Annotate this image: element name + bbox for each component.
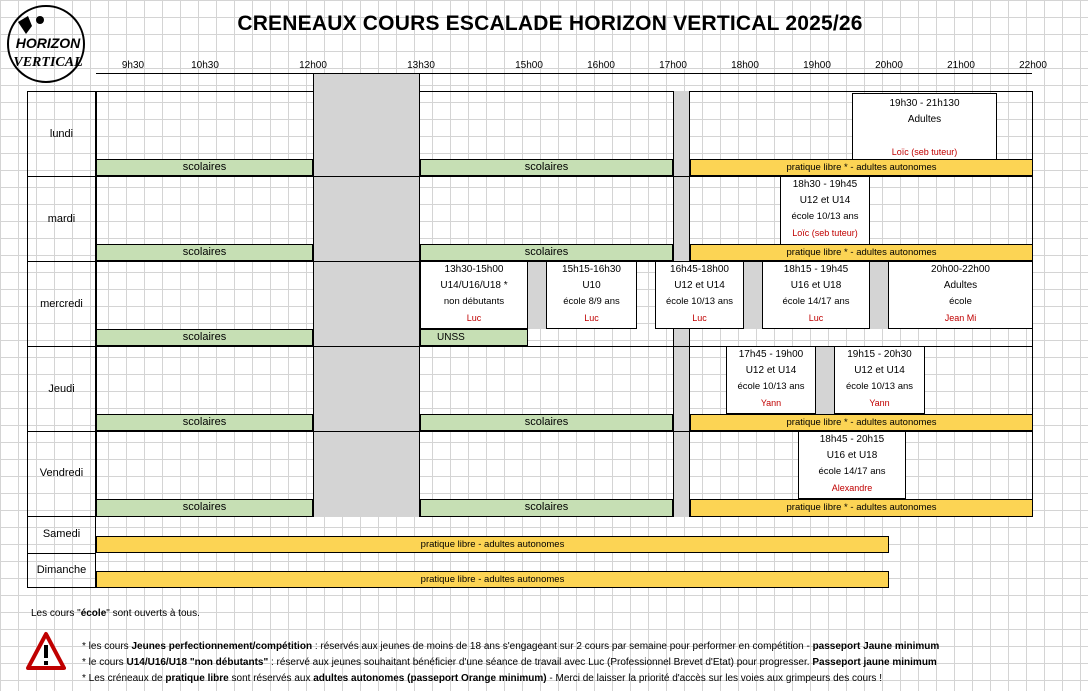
course-group: Adultes (943, 280, 978, 291)
course-time: 20h00-22h00 (931, 264, 990, 275)
pratique-libre-bar: pratique libre * - adultes autonomes (690, 159, 1033, 176)
course-block (655, 262, 744, 329)
course-coach: Luc (466, 313, 482, 323)
course-block (888, 262, 1033, 329)
course-school: école 10/13 ans (791, 211, 859, 222)
break-slot (816, 347, 834, 414)
scolaires-bar: scolaires (96, 329, 313, 346)
course-coach: Luc (692, 313, 707, 323)
course-time: 13h30-15h00 (444, 264, 504, 275)
pratique-libre-bar: pratique libre * - adultes autonomes (690, 244, 1033, 261)
lunch-break (313, 74, 420, 517)
day-label-vendredi: Vendredi (39, 467, 84, 479)
note-competition: * les cours Jeunes perfectionnement/compétition : réservés aux jeunes de moins de 18 ans s'engageant sur 2 cours par semaine pour performer en compétition - passeport Jaune minimum (82, 641, 940, 652)
course-school: école 10/13 ans (737, 381, 805, 392)
day-label-jeudi: Jeudi (48, 383, 75, 395)
day-label-lundi: lundi (49, 128, 74, 140)
course-block (852, 93, 997, 159)
course-coach: Jean Mi (944, 313, 977, 323)
course-time: 17h45 - 19h00 (738, 349, 804, 360)
day-label-dimanche: Dimanche (36, 564, 87, 576)
course-group: Adultes (907, 114, 942, 125)
course-school: école 10/13 ans (665, 296, 734, 307)
break-slot (744, 262, 762, 329)
course-block (834, 347, 925, 414)
row-separator (27, 176, 1033, 177)
note-non-debutants: * le cours U14/U16/U18 "non débutants" : réservé aux jeunes souhaitant bénéficier d'une séance de travail avec Luc (Professionnel Brevet d'Etat) pour progresser. Passeport jaune minimum (82, 657, 937, 668)
course-time: 18h30 - 19h45 (792, 179, 858, 190)
course-block (420, 262, 528, 329)
course-group: U16 et U18 (826, 450, 878, 461)
time-header: 9h30 (121, 60, 145, 71)
day-column (27, 91, 96, 588)
day-label-samedi: Samedi (42, 528, 81, 540)
course-block (798, 432, 906, 499)
time-header: 16h00 (587, 60, 615, 71)
pratique-libre-bar: pratique libre - adultes autonomes (96, 536, 889, 553)
time-header: 19h00 (803, 60, 831, 71)
course-coach: Loïc (seb tuteur) (792, 228, 858, 238)
pratique-libre-bar: pratique libre - adultes autonomes (96, 571, 889, 588)
pratique-libre-bar: pratique libre * - adultes autonomes (690, 499, 1033, 517)
course-school: école 14/17 ans (782, 296, 850, 307)
course-coach: Luc (584, 313, 599, 323)
pratique-libre-bar: pratique libre * - adultes autonomes (690, 414, 1033, 431)
scolaires-bar: scolaires (420, 244, 673, 261)
day-label-mercredi: mercredi (40, 298, 83, 310)
course-time: 18h15 - 19h45 (783, 264, 849, 275)
logo-text-1: HORIZON (15, 35, 81, 51)
scolaires-bar: scolaires (420, 499, 673, 517)
course-group: U12 et U14 (674, 280, 725, 291)
course-group: U14/U16/U18 * (440, 280, 508, 291)
course-school: école (949, 296, 972, 307)
course-coach: Loïc (seb tuteur) (891, 147, 958, 157)
scolaires-bar: scolaires (96, 244, 313, 261)
course-group: U10 (582, 280, 601, 291)
note-pratique-libre: * Les créneaux de pratique libre sont réservés aux adultes autonomes (passeport Orange minimum) - Merci de laisser la priorité d'accès sur les voies aux grimpeurs des cours ! (82, 673, 882, 684)
time-header: 12h00 (299, 60, 327, 71)
course-school: école 8/9 ans (563, 296, 620, 307)
course-time: 19h30 - 21h130 (889, 98, 960, 109)
course-time: 15h15-16h30 (562, 264, 621, 275)
course-school: école 10/13 ans (845, 381, 914, 392)
time-header: 15h00 (515, 60, 543, 71)
scolaires-bar: scolaires (96, 159, 313, 176)
time-header: 18h00 (731, 60, 759, 71)
warning-triangle-icon (26, 630, 66, 676)
course-coach: Luc (808, 313, 824, 323)
course-school: non débutants (443, 296, 505, 307)
scolaires-bar: scolaires (96, 499, 313, 517)
unss-bar: UNSS (420, 329, 528, 346)
time-header: 20h00 (875, 60, 903, 71)
course-block (726, 347, 816, 414)
header-line (96, 73, 1032, 74)
break-slot (870, 262, 888, 329)
row-separator (27, 553, 96, 554)
course-group: U16 et U18 (790, 280, 842, 291)
grid-line (96, 91, 97, 517)
break-slot (528, 262, 546, 329)
scolaires-bar: scolaires (96, 414, 313, 431)
time-header: 21h00 (947, 60, 975, 71)
day-label-mardi: mardi (47, 213, 76, 225)
course-group: U12 et U14 (799, 195, 851, 206)
ecole-note: Les cours "école" sont ouverts à tous. (31, 608, 200, 619)
course-block (780, 177, 870, 244)
horizon-vertical-logo (4, 4, 96, 88)
page-title: CRENEAUX COURS ESCALADE HORIZON VERTICAL 2025/26 (237, 12, 863, 35)
time-header: 13h30 (407, 60, 435, 71)
time-header: 10h30 (191, 60, 219, 71)
course-coach: Yann (760, 398, 782, 408)
scolaires-bar: scolaires (420, 414, 673, 431)
scolaires-bar: scolaires (420, 159, 673, 176)
course-coach: Yann (869, 398, 890, 408)
course-block (546, 262, 637, 329)
course-block (762, 262, 870, 329)
course-time: 19h15 - 20h30 (847, 349, 912, 360)
time-header: 22h00 (1019, 60, 1047, 71)
course-time: 18h45 - 20h15 (819, 434, 885, 445)
course-group: U12 et U14 (745, 365, 797, 376)
time-header: 17h00 (659, 60, 687, 71)
course-coach: Alexandre (831, 483, 873, 493)
course-time: 16h45-18h00 (670, 264, 729, 275)
logo-text-2: VERTICAL (13, 55, 83, 70)
course-group: U12 et U14 (854, 365, 905, 376)
course-school: école 14/17 ans (818, 466, 886, 477)
